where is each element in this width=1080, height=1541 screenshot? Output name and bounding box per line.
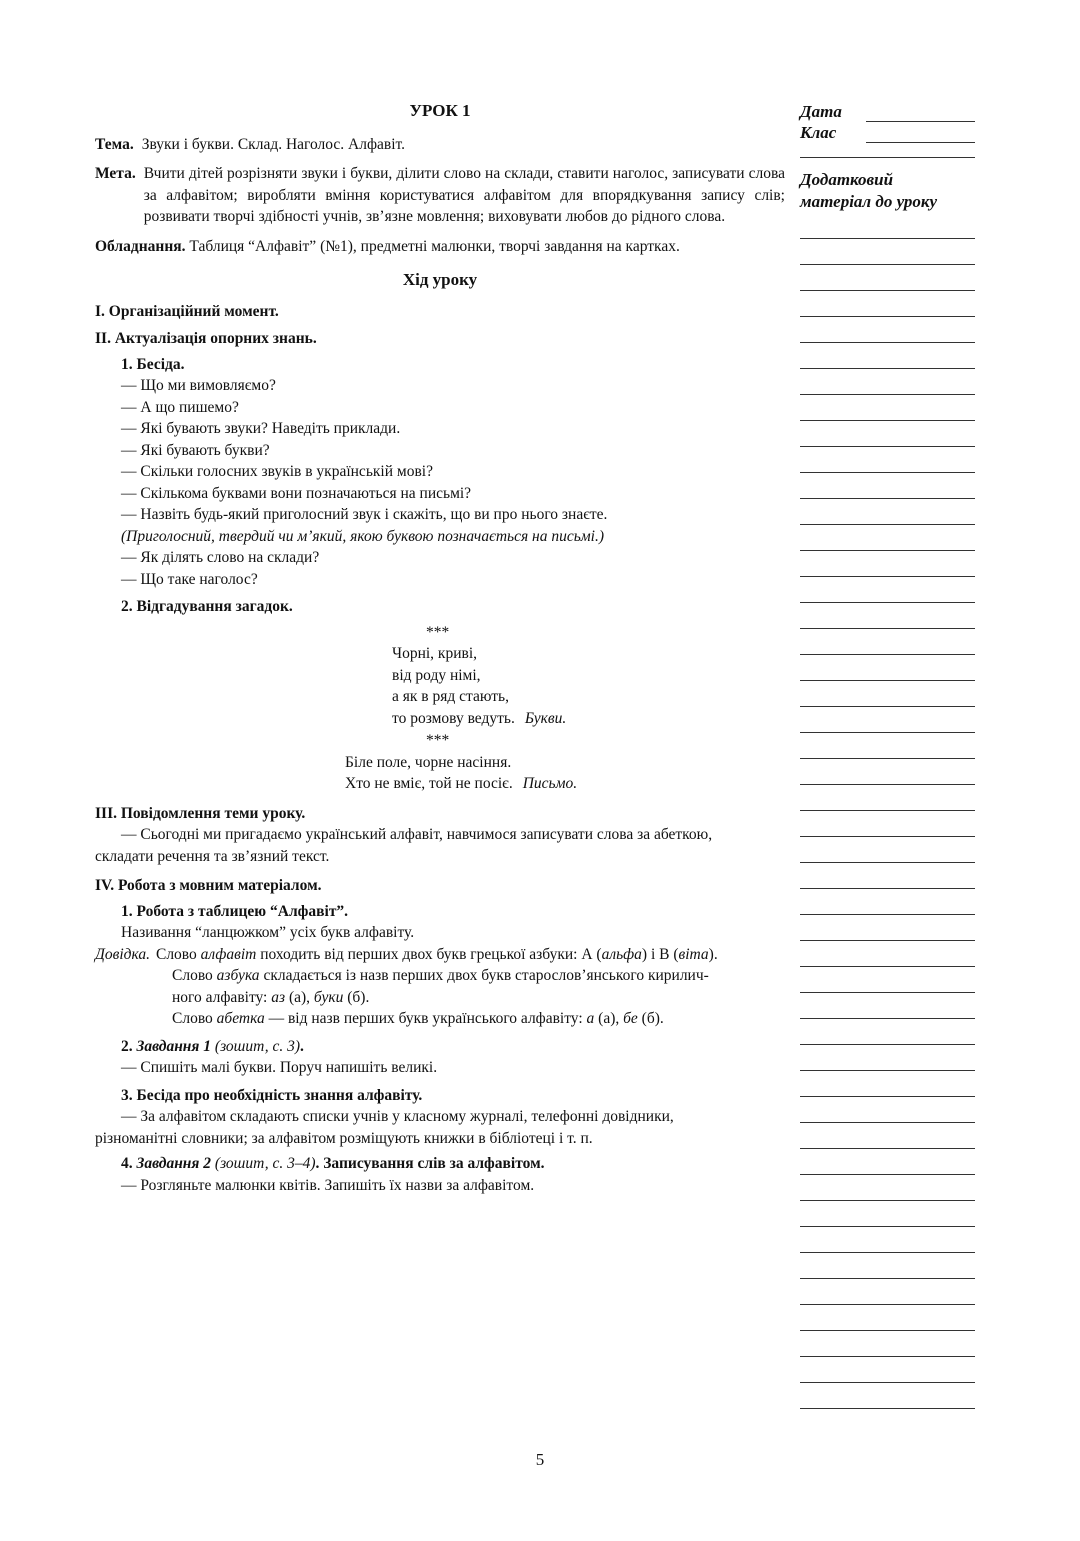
question-line: — Які бувають звуки? Наведіть приклади.: [121, 420, 401, 437]
note-line: [800, 915, 975, 941]
note-line: [800, 1253, 975, 1279]
section-3-heading: III. Повідомлення теми уроку.: [95, 804, 306, 822]
note-line: [800, 551, 975, 577]
alphabet-conversation-text: — За алфавітом складають списки учнів у класному журналі, телефонні довідники,: [121, 1108, 674, 1125]
goal-row: [95, 163, 785, 228]
equipment-row: [95, 236, 785, 258]
note-line: [800, 1123, 975, 1149]
riddle-line: то розмову ведуть.: [392, 709, 515, 727]
note-line: [800, 785, 975, 811]
note-line: [800, 1305, 975, 1331]
topic-row: [95, 134, 785, 156]
class-field: [800, 122, 975, 143]
note-line: [800, 1357, 975, 1383]
note-line: [800, 941, 975, 967]
note-line: [800, 447, 975, 473]
note-line: [800, 499, 975, 525]
note-line: [800, 733, 975, 759]
question-line: — Що таке наголос?: [121, 570, 258, 588]
stars-separator: ***: [426, 732, 450, 749]
question-line: — А що пишемо?: [121, 398, 239, 416]
reference-text-1: Слово алфавіт походить від перших двох букв грецької азбуки: А (альфа) і В (віта).: [155, 945, 718, 963]
note-line: [800, 213, 975, 239]
question-line: — Як ділять слово на склади?: [121, 549, 320, 566]
note-line: [800, 291, 975, 317]
sidebar-notes: [800, 101, 975, 1409]
note-line: [800, 369, 975, 395]
question-line: — Які бувають букви?: [121, 441, 270, 459]
riddle-answer: Письмо.: [522, 775, 578, 792]
note-line: [800, 1071, 975, 1097]
sidebar-divider: [800, 143, 975, 158]
riddle-2: [95, 752, 785, 795]
question-line: — Скількома буквами вони позначаються на письмі?: [121, 484, 472, 502]
section-1-heading: I. Організаційний момент.: [95, 302, 279, 320]
reference-text-3: Слово абетка — від назв перших букв українського алфавіту: а (а), бе (б).: [172, 1010, 664, 1027]
subsection-task-1: 2. Завдання 1 (зошит, с. 3).: [121, 1037, 304, 1055]
date-label: Дата: [800, 102, 842, 121]
note-line: [800, 1279, 975, 1305]
question-line: — Назвіть будь-який приголосний звук і скажіть, що ви про нього знаєте.: [121, 506, 608, 523]
riddle-line-last: [345, 773, 785, 795]
lesson-title: УРОК 1: [409, 101, 471, 120]
note-line: [800, 837, 975, 863]
riddle-line: Хто не вміє, той не посіє.: [345, 775, 513, 792]
reference-label: Довідка.: [95, 945, 150, 963]
section-2-heading: II. Актуалізація опорних знань.: [95, 330, 317, 347]
note-line: [800, 889, 975, 915]
note-line: [800, 1227, 975, 1253]
note-line: [800, 265, 975, 291]
subsection-conversation: 1. Бесіда.: [121, 355, 185, 373]
alphabet-chain-text: Називання “ланцюжком” усіх букв алфавіту.: [121, 924, 415, 941]
note-line: [800, 421, 975, 447]
note-line: [800, 1149, 975, 1175]
note-line: [800, 317, 975, 343]
riddle-line-last: [392, 708, 785, 730]
note-line: [800, 343, 975, 369]
question-line: — Скільки голосних звуків в українській мові?: [121, 463, 433, 480]
note-line: [800, 239, 975, 265]
topic-label: Тема.: [95, 135, 134, 153]
reference-text-2b: ного алфавіту: аз (а), буки (б).: [172, 988, 370, 1006]
class-blank: [866, 126, 975, 143]
subsection-alphabet-table: 1. Робота з таблицею “Алфавіт”.: [121, 902, 349, 920]
note-line: [800, 603, 975, 629]
note-line: [800, 1175, 975, 1201]
stars-separator: ***: [426, 623, 450, 641]
class-label: Клас: [800, 123, 837, 142]
note-line: [800, 759, 975, 785]
note-line: [800, 993, 975, 1019]
note-line: [800, 1019, 975, 1045]
equipment-label: Обладнання.: [95, 237, 186, 255]
subsection-task-2: 4. Завдання 2 (зошит, с. 3–4). Записування слів за алфавітом.: [121, 1155, 545, 1172]
subsection-alphabet-conversation: 3. Бесіда про необхідність знання алфавіту.: [121, 1086, 423, 1104]
subsection-riddles: 2. Відгадування загадок.: [121, 598, 293, 615]
note-line: [800, 1383, 975, 1409]
reference-note: [95, 944, 785, 966]
reference-text-2: Слово азбука складається із назв перших двох букв старослов’янського кирилич-: [172, 967, 709, 984]
alphabet-conversation-text: різноманітні словники; за алфавітом розміщують книжки в бібліотеці і т. п.: [95, 1129, 593, 1147]
note-line: [800, 629, 975, 655]
answer-hint: (Приголосний, твердий чи м’який, якою буквою позначається на письмі.): [121, 527, 605, 545]
note-line: [800, 473, 975, 499]
riddle-answer: Букви.: [524, 709, 567, 727]
note-line: [800, 577, 975, 603]
note-line: [800, 655, 975, 681]
goal-label: Мета.: [95, 165, 136, 182]
note-line: [800, 1045, 975, 1071]
section-3-text: — Сьогодні ми пригадаємо український алфавіт, навчимося записувати слова за абеткою,: [121, 826, 713, 843]
goal-text: Вчити дітей розрізняти звуки і букви, ділити слово на склади, ставити наголос, записувати слова за алфавітом; виробляти вміння користуватися алфавітом для впорядкування запису слів; розвивати творчі здібності учнів, зв’язне мовлення; виховувати любов до рідного слова.: [143, 165, 785, 225]
section-3-text: складати речення та зв’язний текст.: [95, 847, 330, 865]
equipment-text: Таблиця “Алфавіт” (№1), предметні малюнки, творчі завдання на картках.: [189, 237, 680, 255]
riddle-line: від роду німі,: [392, 666, 481, 684]
note-line: [800, 811, 975, 837]
lesson-course-title: Хід уроку: [402, 270, 478, 289]
note-line: [800, 395, 975, 421]
topic-text: Звуки і букви. Склад. Наголос. Алфавіт.: [141, 135, 406, 153]
riddle-1: [95, 622, 785, 752]
task-1-text: — Спишіть малі букви. Поруч напишіть великі.: [121, 1059, 438, 1076]
riddle-line: Біле поле, чорне насіння.: [345, 753, 512, 771]
riddle-line: Чорні, криві,: [392, 645, 478, 662]
note-line: [800, 525, 975, 551]
note-line: [800, 707, 975, 733]
note-line: [800, 681, 975, 707]
note-line: [800, 863, 975, 889]
extra-material-title: Додатковий матеріал до уроку: [800, 170, 938, 211]
task-2-text: — Розгляньте малюнки квітів. Запишіть їх назви за алфавітом.: [121, 1176, 535, 1194]
note-line: [800, 1201, 975, 1227]
date-blank: [866, 105, 975, 122]
date-field: [800, 101, 975, 122]
section-4-heading: IV. Робота з мовним матеріалом.: [95, 877, 322, 894]
note-line: [800, 1097, 975, 1123]
question-line: — Що ми вимовляємо?: [121, 377, 276, 394]
lesson-content: [95, 100, 785, 1196]
riddle-line: а як в ряд стають,: [392, 688, 509, 705]
note-lines: [800, 213, 975, 1409]
note-line: [800, 967, 975, 993]
page-number: 5: [535, 1450, 545, 1469]
note-line: [800, 1331, 975, 1357]
